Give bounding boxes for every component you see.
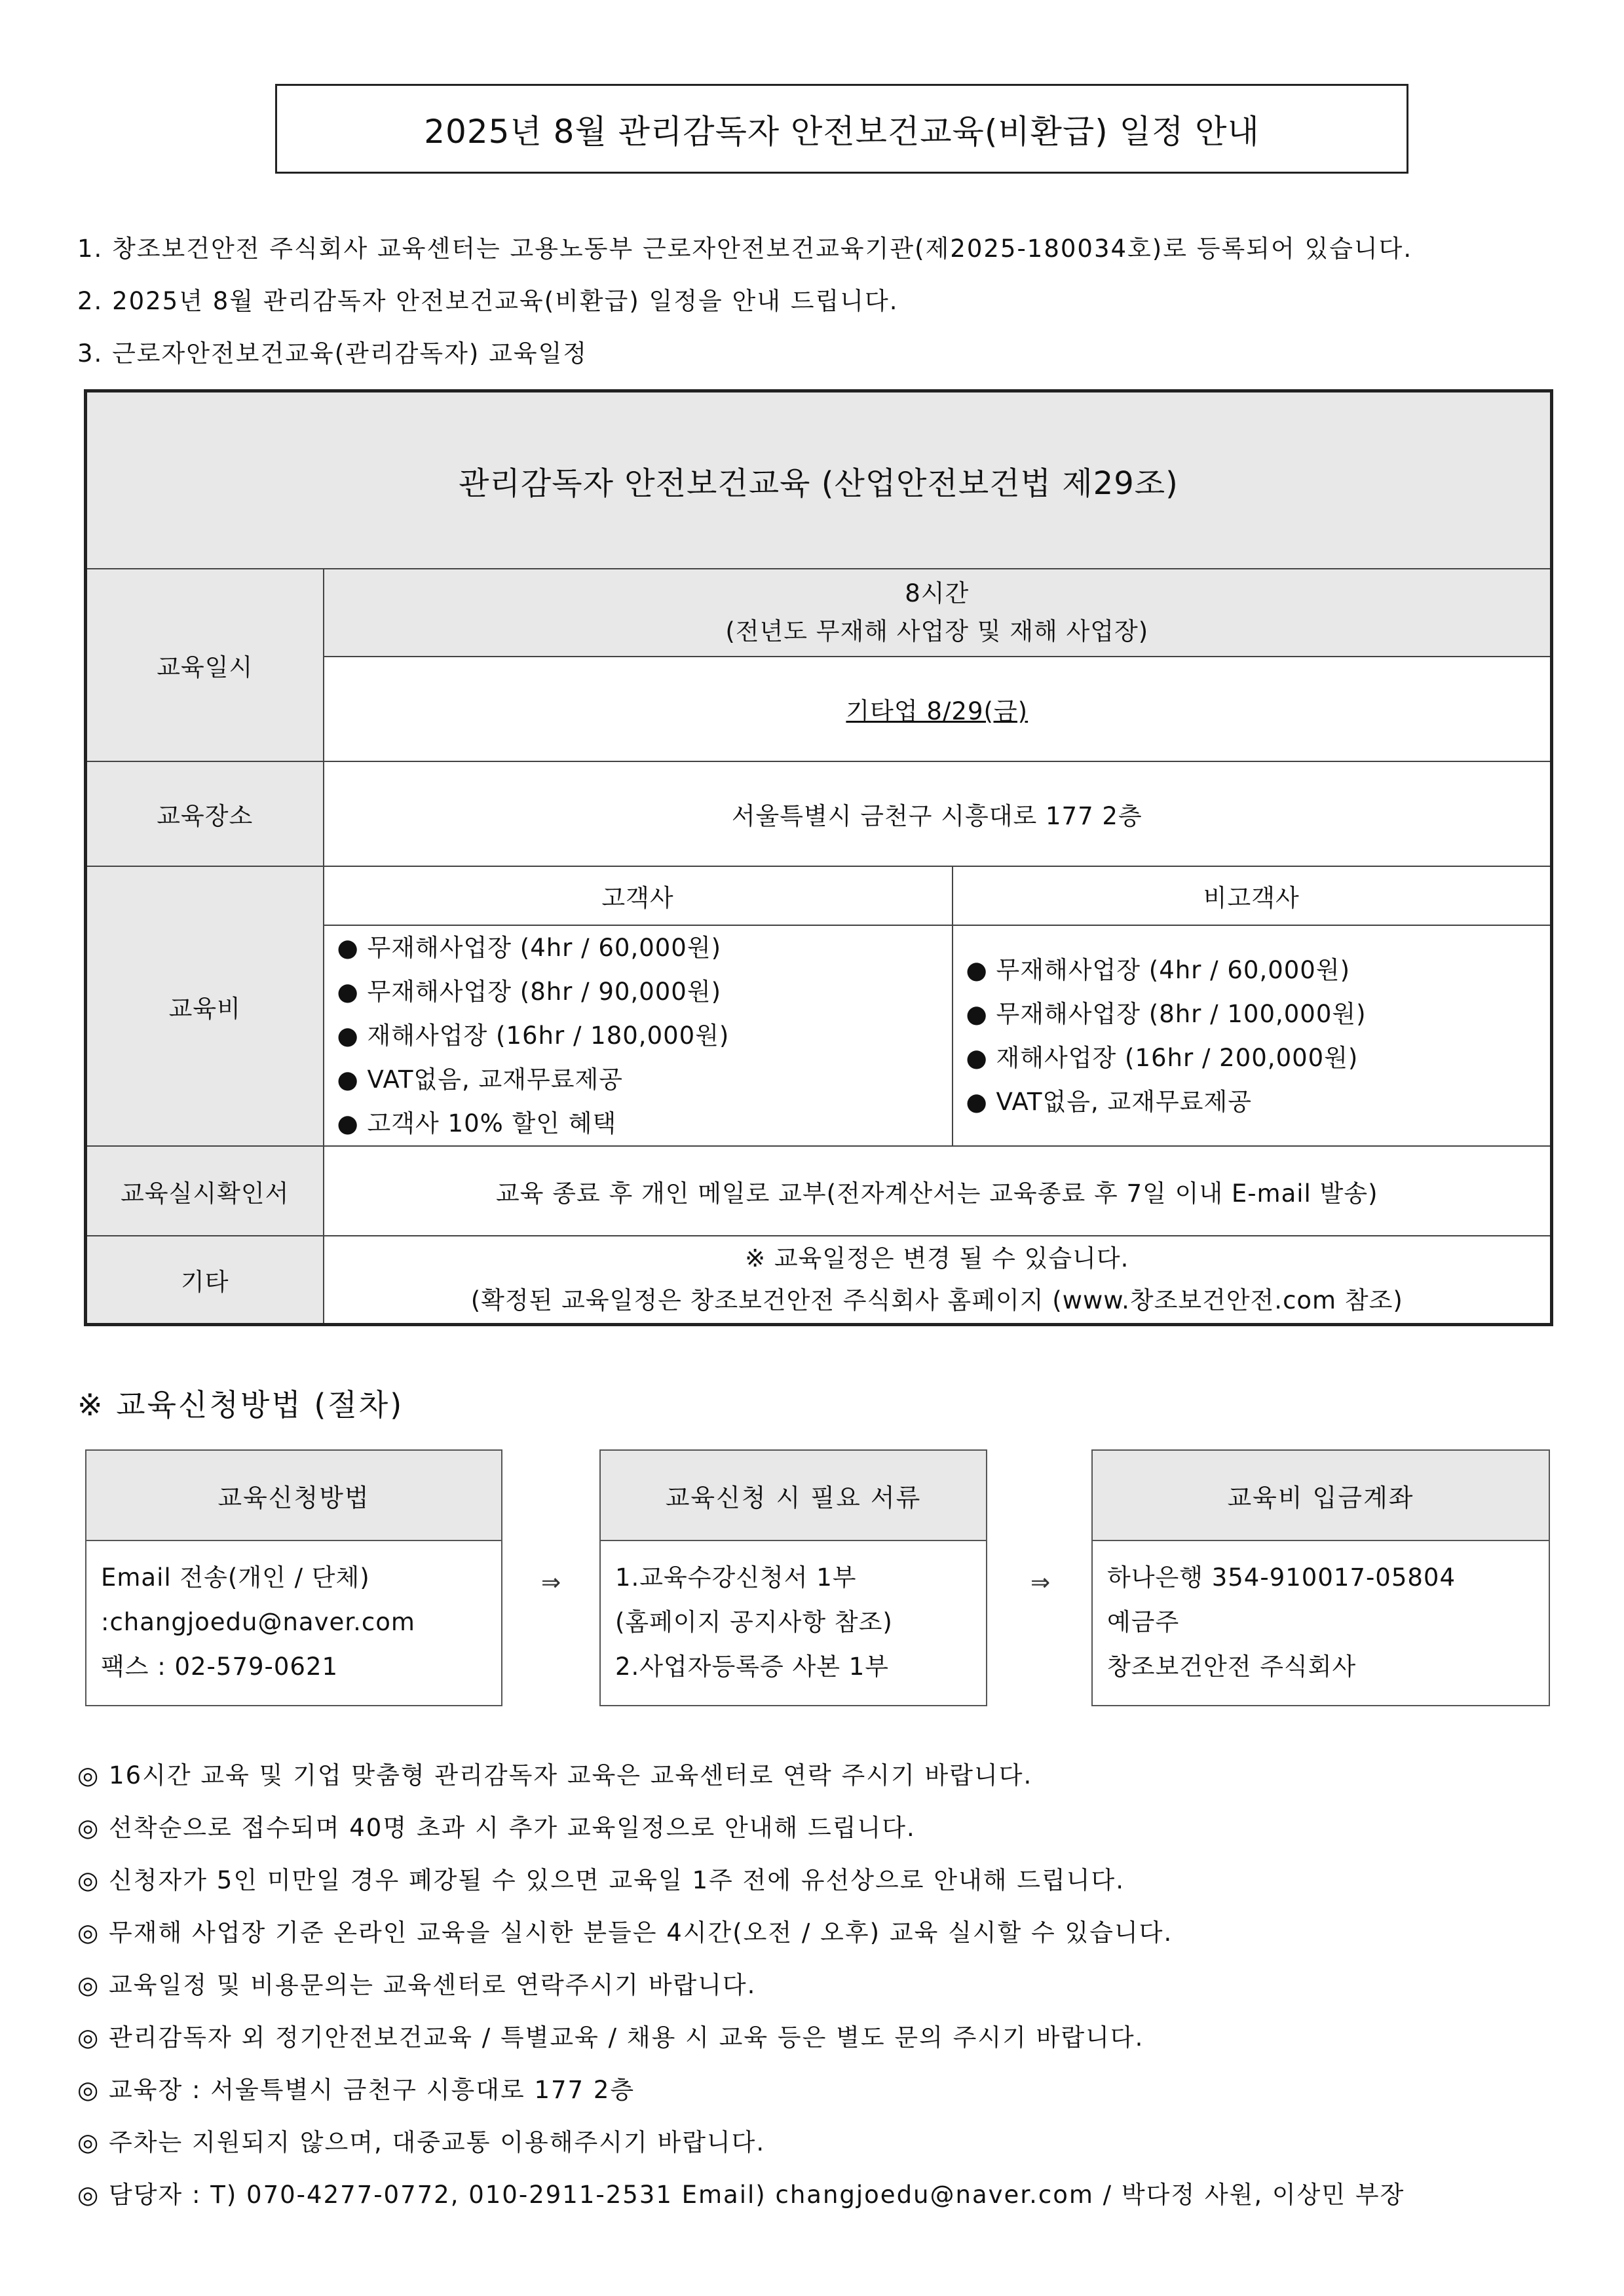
process-line: Email 전송(개인 / 단체): [101, 1563, 370, 1592]
process-box-header: 교육비 입금계좌: [1093, 1451, 1549, 1541]
notes-list: [77, 1750, 1558, 2221]
document-title: 2025년 8월 관리감독자 안전보건교육(비환급) 일정 안내: [275, 84, 1408, 174]
arrow-icon: ⇒: [541, 1569, 561, 1596]
nonclient-fee-list: [953, 925, 1552, 1146]
etc-line: (확정된 교육일정은 창조보건안전 주식회사 홈페이지 (www.창조보건안전.com 참조): [470, 1286, 1403, 1314]
fee-item: ● 무재해사업장 (8hr / 100,000원): [966, 999, 1367, 1028]
note-item: ◎ 무재해 사업장 기준 온라인 교육을 실시한 분들은 4시간(오전 / 오후) 교육 실시할 수 있습니다.: [77, 1919, 1173, 1947]
nonclient-header: 비고객사: [953, 866, 1552, 925]
intro-item: 2. 2025년 8월 관리감독자 안전보건교육(비환급) 일정을 안내 드립니다.: [77, 287, 899, 315]
process-line: 창조보건안전 주식회사: [1107, 1653, 1357, 1681]
client-fee-list: [324, 925, 953, 1146]
fee-item: ● 고객사 10% 할인 혜택: [337, 1109, 617, 1138]
process-line: 팩스 : 02-579-0621: [101, 1653, 339, 1681]
table-header: 관리감독자 안전보건교육 (산업안전보건법 제29조): [86, 391, 1552, 569]
note-item: ◎ 교육일정 및 비용문의는 교육센터로 연락주시기 바랍니다.: [77, 1971, 757, 1999]
note-item: ◎ 담당자 : T) 070-4277-0772, 010-2911-2531 Email) changjoedu@naver.com / 박다정 사원, 이상민 부장: [77, 2181, 1405, 2209]
hours-condition: (전년도 무재해 사업장 및 재해 사업장): [725, 617, 1149, 645]
client-header: 고객사: [324, 866, 953, 925]
intro-list: [77, 223, 1558, 380]
process-line: 하나은행 354-910017-05804: [1107, 1563, 1456, 1592]
schedule-table: [84, 389, 1553, 1326]
process-title: ※ 교육신청방법 (절차): [77, 1387, 404, 1423]
note-item: ◎ 교육장 : 서울특별시 금천구 시흥대로 177 2층: [77, 2076, 635, 2104]
fee-item: ● 무재해사업장 (4hr / 60,000원): [966, 955, 1351, 984]
hours-line: 8시간: [905, 579, 970, 607]
date-text: 기타업 8/29(금): [846, 697, 1029, 725]
place-label: 교육장소: [86, 761, 324, 866]
fee-item: ● VAT없음, 교재무료제공: [966, 1087, 1252, 1116]
cert-value: 교육 종료 후 개인 메일로 교부(전자계산서는 교육종료 후 7일 이내 E-mail 발송): [324, 1146, 1552, 1236]
etc-value: [324, 1236, 1552, 1324]
process-box-header: 교육신청방법: [86, 1451, 501, 1541]
fee-item: ● 무재해사업장 (4hr / 60,000원): [337, 934, 722, 962]
place-value: 서울특별시 금천구 시흥대로 177 2층: [324, 761, 1552, 866]
process-line: 예금주: [1107, 1608, 1180, 1636]
arrow-icon: ⇒: [1030, 1569, 1051, 1596]
process-box-header: 교육신청 시 필요 서류: [601, 1451, 986, 1541]
fee-item: ● VAT없음, 교재무료제공: [337, 1065, 623, 1094]
note-item: ◎ 신청자가 5인 미만일 경우 폐강될 수 있으면 교육일 1주 전에 유선상으로 안내해 드립니다.: [77, 1866, 1125, 1894]
process-line: 1.교육수강신청서 1부: [615, 1563, 857, 1592]
process-box-account: [1091, 1449, 1550, 1706]
cert-label: 교육실시확인서: [86, 1146, 324, 1236]
fee-item: ● 재해사업장 (16hr / 180,000원): [337, 1022, 730, 1050]
etc-label: 기타: [86, 1236, 324, 1324]
intro-item: 3. 근로자안전보건교육(관리감독자) 교육일정: [77, 339, 588, 368]
etc-line: ※ 교육일정은 변경 될 수 있습니다.: [745, 1244, 1129, 1272]
fee-item: ● 재해사업장 (16hr / 200,000원): [966, 1043, 1359, 1072]
note-item: ◎ 관리감독자 외 정기안전보건교육 / 특별교육 / 채용 시 교육 등은 별도 문의 주시기 바랍니다.: [77, 2023, 1144, 2052]
note-item: ◎ 선착순으로 접수되며 40명 초과 시 추가 교육일정으로 안내해 드립니다.: [77, 1814, 916, 1842]
process-line: (홈페이지 공지사항 참조): [615, 1608, 893, 1636]
schedule-date: [324, 657, 1552, 761]
fee-item: ● 무재해사업장 (8hr / 90,000원): [337, 978, 722, 1006]
note-item: ◎ 16시간 교육 및 기업 맞춤형 관리감독자 교육은 교육센터로 연락 주시기 바랍니다.: [77, 1761, 1033, 1789]
process-line: :changjoedu@naver.com: [101, 1608, 415, 1636]
schedule-label: 교육일시: [86, 569, 324, 761]
process-box-method: [85, 1449, 502, 1706]
schedule-hours: [324, 569, 1552, 657]
process-line: 2.사업자등록증 사본 1부: [615, 1653, 890, 1681]
process-box-documents: [599, 1449, 987, 1706]
note-item: ◎ 주차는 지원되지 않으며, 대중교통 이용해주시기 바랍니다.: [77, 2128, 766, 2156]
intro-item: 1. 창조보건안전 주식회사 교육센터는 고용노동부 근로자안전보건교육기관(제2025-180034호)로 등록되어 있습니다.: [77, 235, 1413, 263]
fee-label: 교육비: [86, 866, 324, 1146]
